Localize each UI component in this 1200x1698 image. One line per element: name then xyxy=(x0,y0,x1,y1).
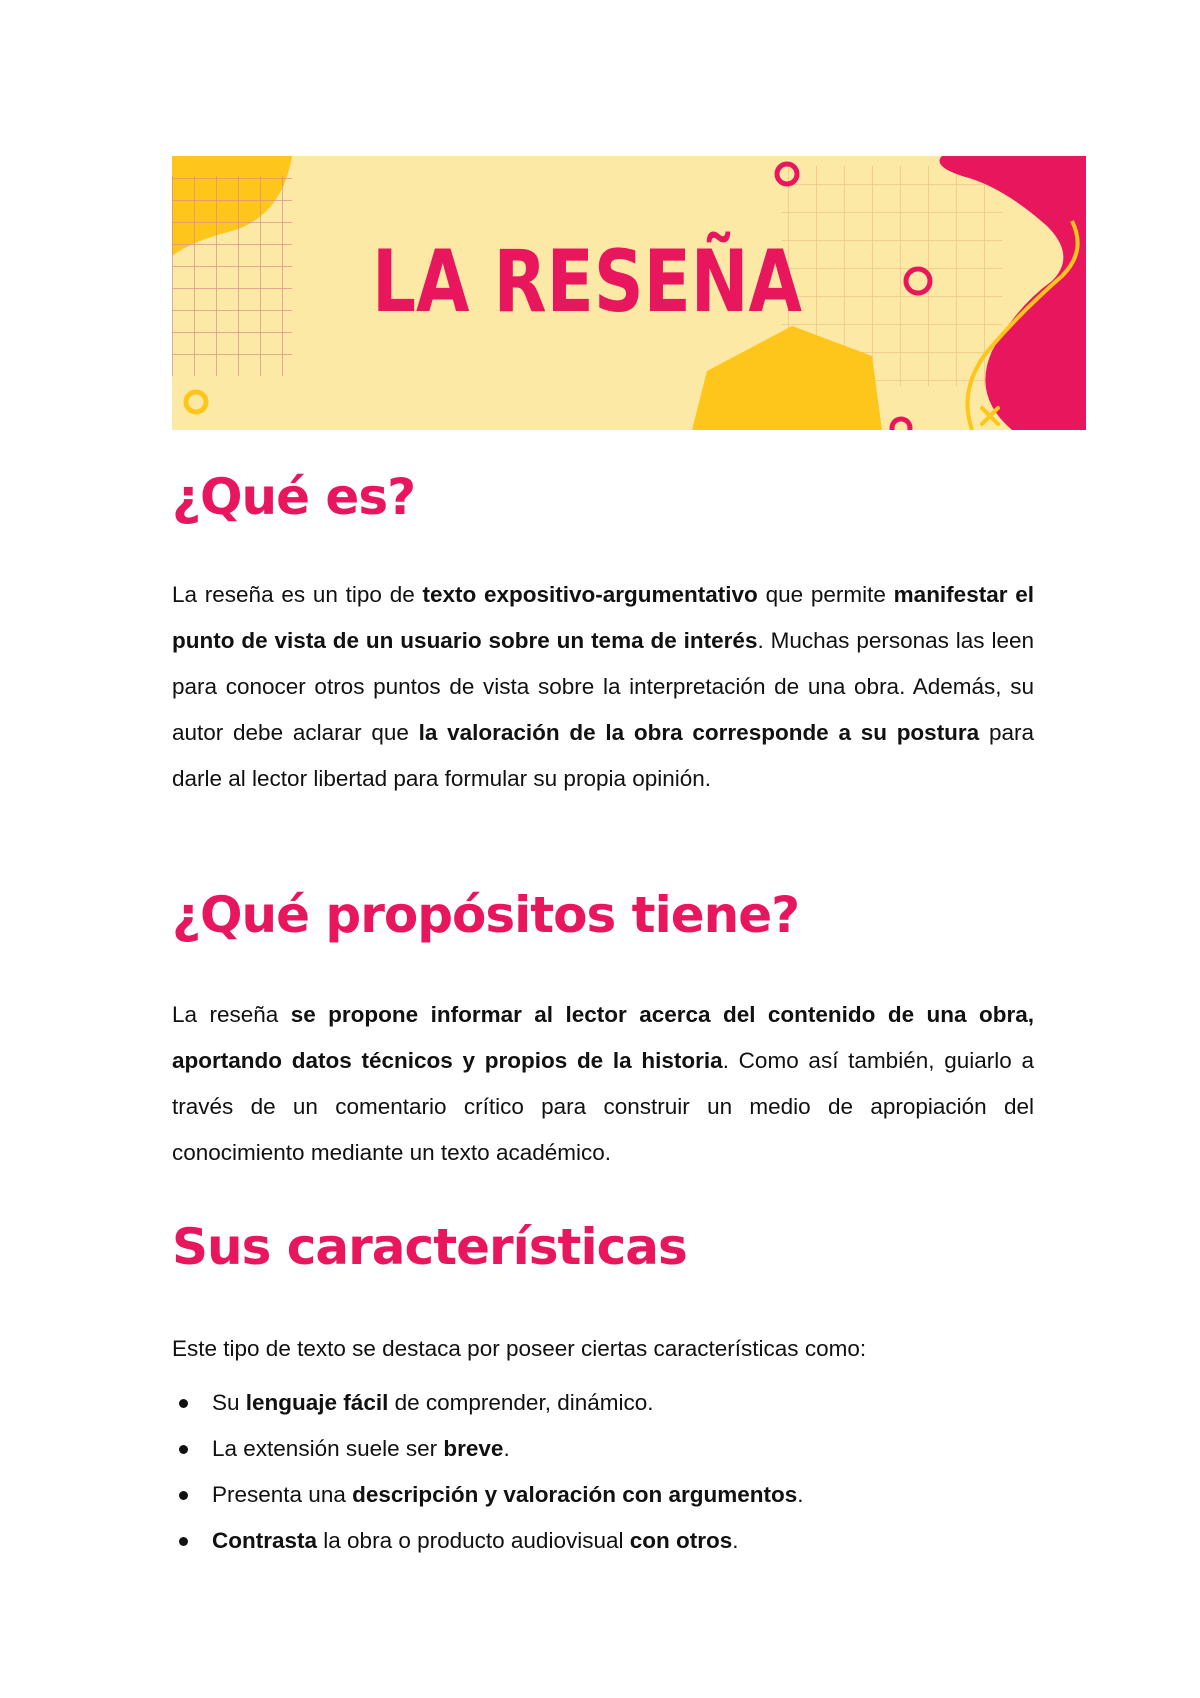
list-item xyxy=(172,1472,804,1518)
bullet-icon xyxy=(179,1445,188,1454)
text: . xyxy=(797,1482,804,1507)
bold-text: descripción y valoración con argumentos xyxy=(352,1482,798,1507)
text: . Como así también, guiarlo a través de un comentario crítico para construir un medio de apropiación del conocimiento mediante un texto académico. xyxy=(172,1048,1034,1165)
heading-que-es: ¿Qué es? xyxy=(172,468,416,526)
list-item xyxy=(172,1518,804,1564)
bullet-icon xyxy=(179,1537,188,1546)
heading-caracteristicas: Sus características xyxy=(172,1218,687,1276)
list-item xyxy=(172,1426,804,1472)
text: . xyxy=(503,1436,510,1461)
paragraph-propositos xyxy=(172,992,1034,1176)
bold-text: manifestar el punto de vista de un usuario sobre un tema de interés xyxy=(172,582,1034,653)
characteristics-list xyxy=(172,1380,804,1564)
title-banner xyxy=(172,156,1086,430)
bold-text: breve xyxy=(443,1436,504,1461)
text: La reseña xyxy=(172,1002,291,1027)
bullet-icon xyxy=(179,1491,188,1500)
banner-title: LA RESEÑA xyxy=(372,232,908,332)
text: que permite xyxy=(757,582,894,607)
text: La extensión suele ser xyxy=(212,1436,444,1461)
bullet-icon xyxy=(179,1399,188,1408)
list-item xyxy=(172,1380,804,1426)
text: para darle al lector libertad para formular su propia opinión. xyxy=(172,720,1034,791)
heading-propositos: ¿Qué propósitos tiene? xyxy=(172,886,800,944)
text: la obra o producto audiovisual xyxy=(317,1528,630,1553)
text: La reseña es un tipo de xyxy=(172,582,423,607)
paragraph-que-es xyxy=(172,572,1034,802)
bold-text: Contrasta xyxy=(212,1528,318,1553)
text: . xyxy=(732,1528,739,1553)
text: de comprender, dinámico. xyxy=(388,1390,654,1415)
bold-text: texto expositivo-argumentativo xyxy=(422,582,758,607)
paragraph-caracteristicas-intro: Este tipo de texto se destaca por poseer ciertas características como: xyxy=(172,1336,867,1361)
grid-left xyxy=(172,176,292,376)
bold-text: lenguaje fácil xyxy=(245,1390,389,1415)
bold-text: se propone informar al lector acerca del contenido de una obra, aportando datos técnicos y propios de la historia xyxy=(172,1002,1034,1073)
text: Presenta una xyxy=(212,1482,353,1507)
bold-text: la valoración de la obra corresponde a su postura xyxy=(418,720,980,745)
bold-text: con otros xyxy=(629,1528,733,1553)
text: . Muchas personas las leen para conocer otros puntos de vista sobre la interpretación de una obra. Además, su autor debe aclarar que xyxy=(172,628,1035,745)
text: Su xyxy=(212,1390,246,1415)
